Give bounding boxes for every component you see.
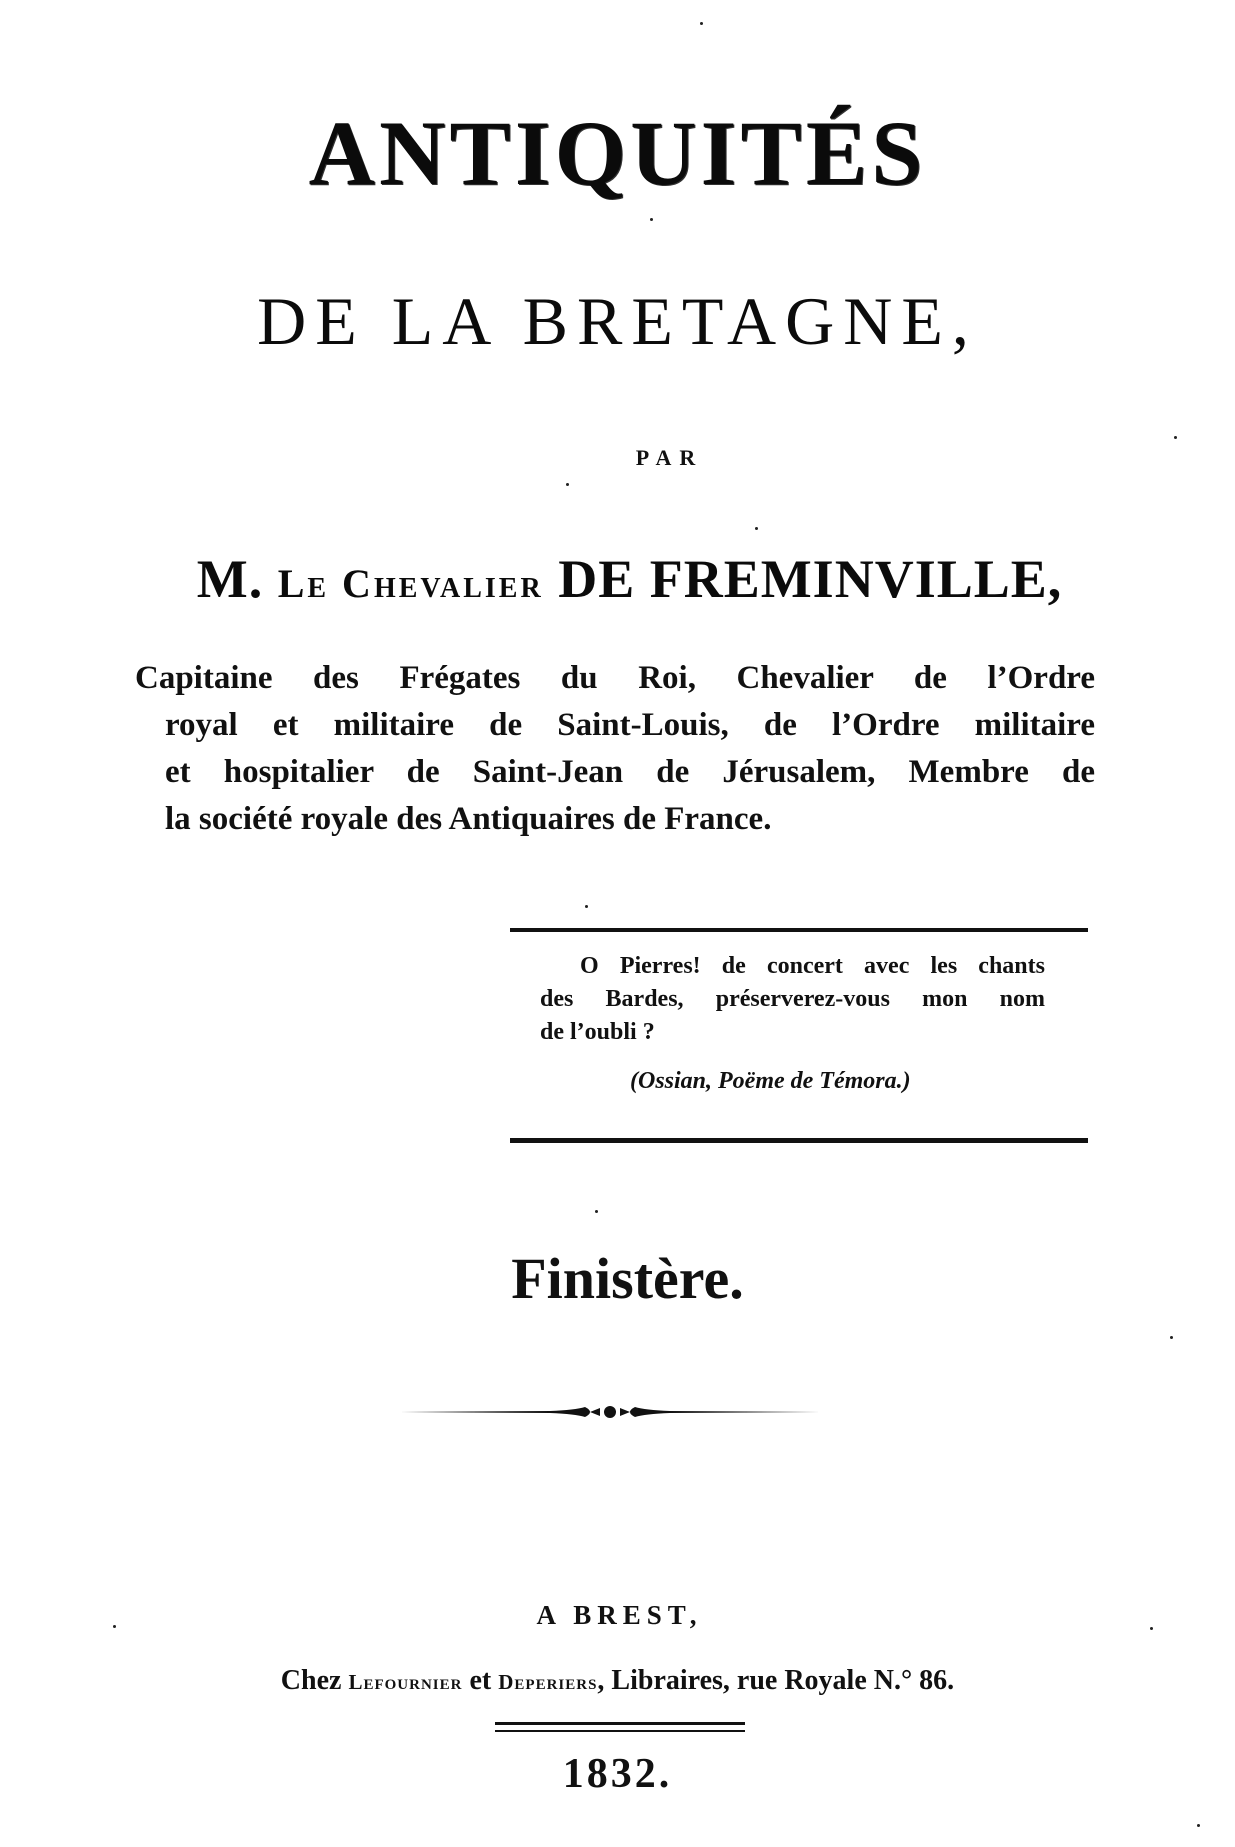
epigraph-line: O Pierres! de concert avec les chants bbox=[580, 953, 1045, 979]
credentials-line: la société royale des Antiquaires de France. bbox=[165, 801, 772, 837]
epigraph-source: (Ossian, Poëme de Témora.) bbox=[630, 1068, 911, 1094]
epigraph-quote bbox=[540, 950, 1045, 1049]
paper-speck bbox=[1197, 1824, 1200, 1827]
book-title: ANTIQUITÉS bbox=[308, 102, 927, 204]
ornament-divider bbox=[400, 1402, 820, 1422]
epigraph-top-rule bbox=[510, 928, 1088, 932]
publisher-name-2: Deperiers bbox=[498, 1670, 598, 1694]
book-subtitle: DE LA BRETAGNE, bbox=[257, 283, 978, 359]
paper-speck bbox=[1174, 436, 1177, 439]
author-prefix: M. bbox=[196, 549, 264, 609]
paper-speck bbox=[1170, 1336, 1173, 1339]
publisher-name-1: Lefournier bbox=[348, 1670, 463, 1694]
paper-speck bbox=[566, 483, 569, 486]
imprint-rule-top bbox=[495, 1722, 745, 1725]
credentials-line: Capitaine des Frégates du Roi, Chevalier de l’Ordre bbox=[135, 660, 1095, 696]
imprint-publisher bbox=[0, 1665, 1235, 1697]
imprint-place: A BREST, bbox=[536, 1600, 703, 1630]
paper-speck bbox=[1150, 1627, 1153, 1630]
paper-speck bbox=[595, 1210, 598, 1213]
publication-year: 1832. bbox=[562, 1751, 673, 1797]
paper-speck bbox=[755, 527, 758, 530]
region-name: Finistère. bbox=[511, 1246, 744, 1311]
author-credentials bbox=[135, 655, 1095, 843]
imprint-rule-bottom bbox=[495, 1730, 745, 1732]
credentials-line: royal et militaire de Saint-Louis, de l’Ordre militaire bbox=[165, 707, 1095, 743]
publisher-address: , Libraires, rue Royale N.° 86. bbox=[597, 1665, 955, 1696]
publisher-chez: Chez bbox=[280, 1665, 342, 1696]
epigraph-line: des Bardes, préserverez-vous mon nom bbox=[540, 986, 1045, 1012]
author-honorific: Le Chevalier bbox=[277, 561, 544, 606]
credentials-line: et hospitalier de Saint-Jean de Jérusalem, Membre de bbox=[165, 754, 1095, 790]
paper-speck bbox=[700, 22, 703, 25]
epigraph-bottom-rule bbox=[510, 1138, 1088, 1143]
author-surname: DE FREMINVILLE, bbox=[558, 549, 1063, 609]
author-line bbox=[12, 548, 1235, 610]
paper-speck bbox=[113, 1625, 116, 1628]
by-label: PAR bbox=[635, 445, 704, 470]
publisher-et: et bbox=[469, 1665, 492, 1696]
paper-speck bbox=[585, 905, 588, 908]
paper-speck bbox=[650, 218, 653, 221]
epigraph-line: de l’oubli ? bbox=[540, 1019, 655, 1045]
